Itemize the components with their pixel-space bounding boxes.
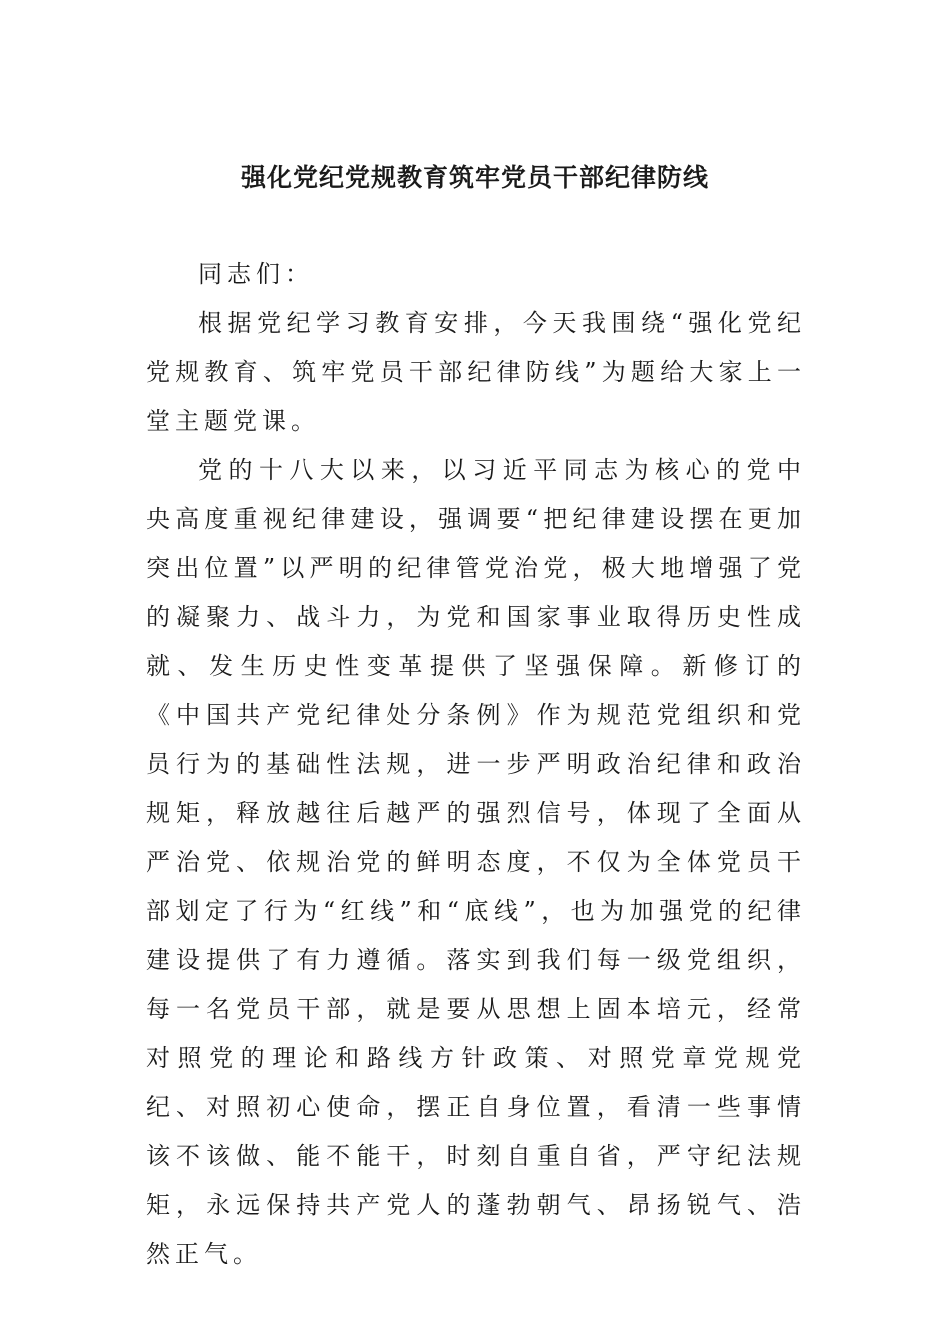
paragraph-intro: 根据党纪学习教育安排，今天我围绕“强化党纪党规教育、筑牢党员干部纪律防线”为题给大家上一堂主题党课。 bbox=[146, 309, 806, 435]
document-body bbox=[146, 250, 806, 1279]
paragraph-main: 党的十八大以来，以习近平同志为核心的党中央高度重视纪律建设，强调要“把纪律建设摆在更加突出位置”以严明的纪律管党治党，极大地增强了党的凝聚力、战斗力，为党和国家事业取得历史性成就、发生历史性变革提供了坚强保障。新修订的《中国共产党纪律处分条例》作为规范党组织和党员行为的基础性法规，进一步严明政治纪律和政治规矩，释放越往后越严的强烈信号，体现了全面从严治党、依规治党的鲜明态度，不仅为全体党员干部划定了行为“红线”和“底线”，也为加强党的纪律建设提供了有力遵循。落实到我们每一级党组织，每一名党员干部，就是要从思想上固本培元，经常对照党的理论和路线方针政策、对照党章党规党纪、对照初心使命，摆正自身位置，看清一些事情该不该做、能不能干，时刻自重自省，严守纪法规矩，永远保持共产党人的蓬勃朝气、昂扬锐气、浩然正气。 bbox=[146, 456, 806, 1268]
document-title: 强化党纪党规教育筑牢党员干部纪律防线 bbox=[240, 163, 709, 192]
salutation: 同志们： bbox=[198, 260, 314, 288]
